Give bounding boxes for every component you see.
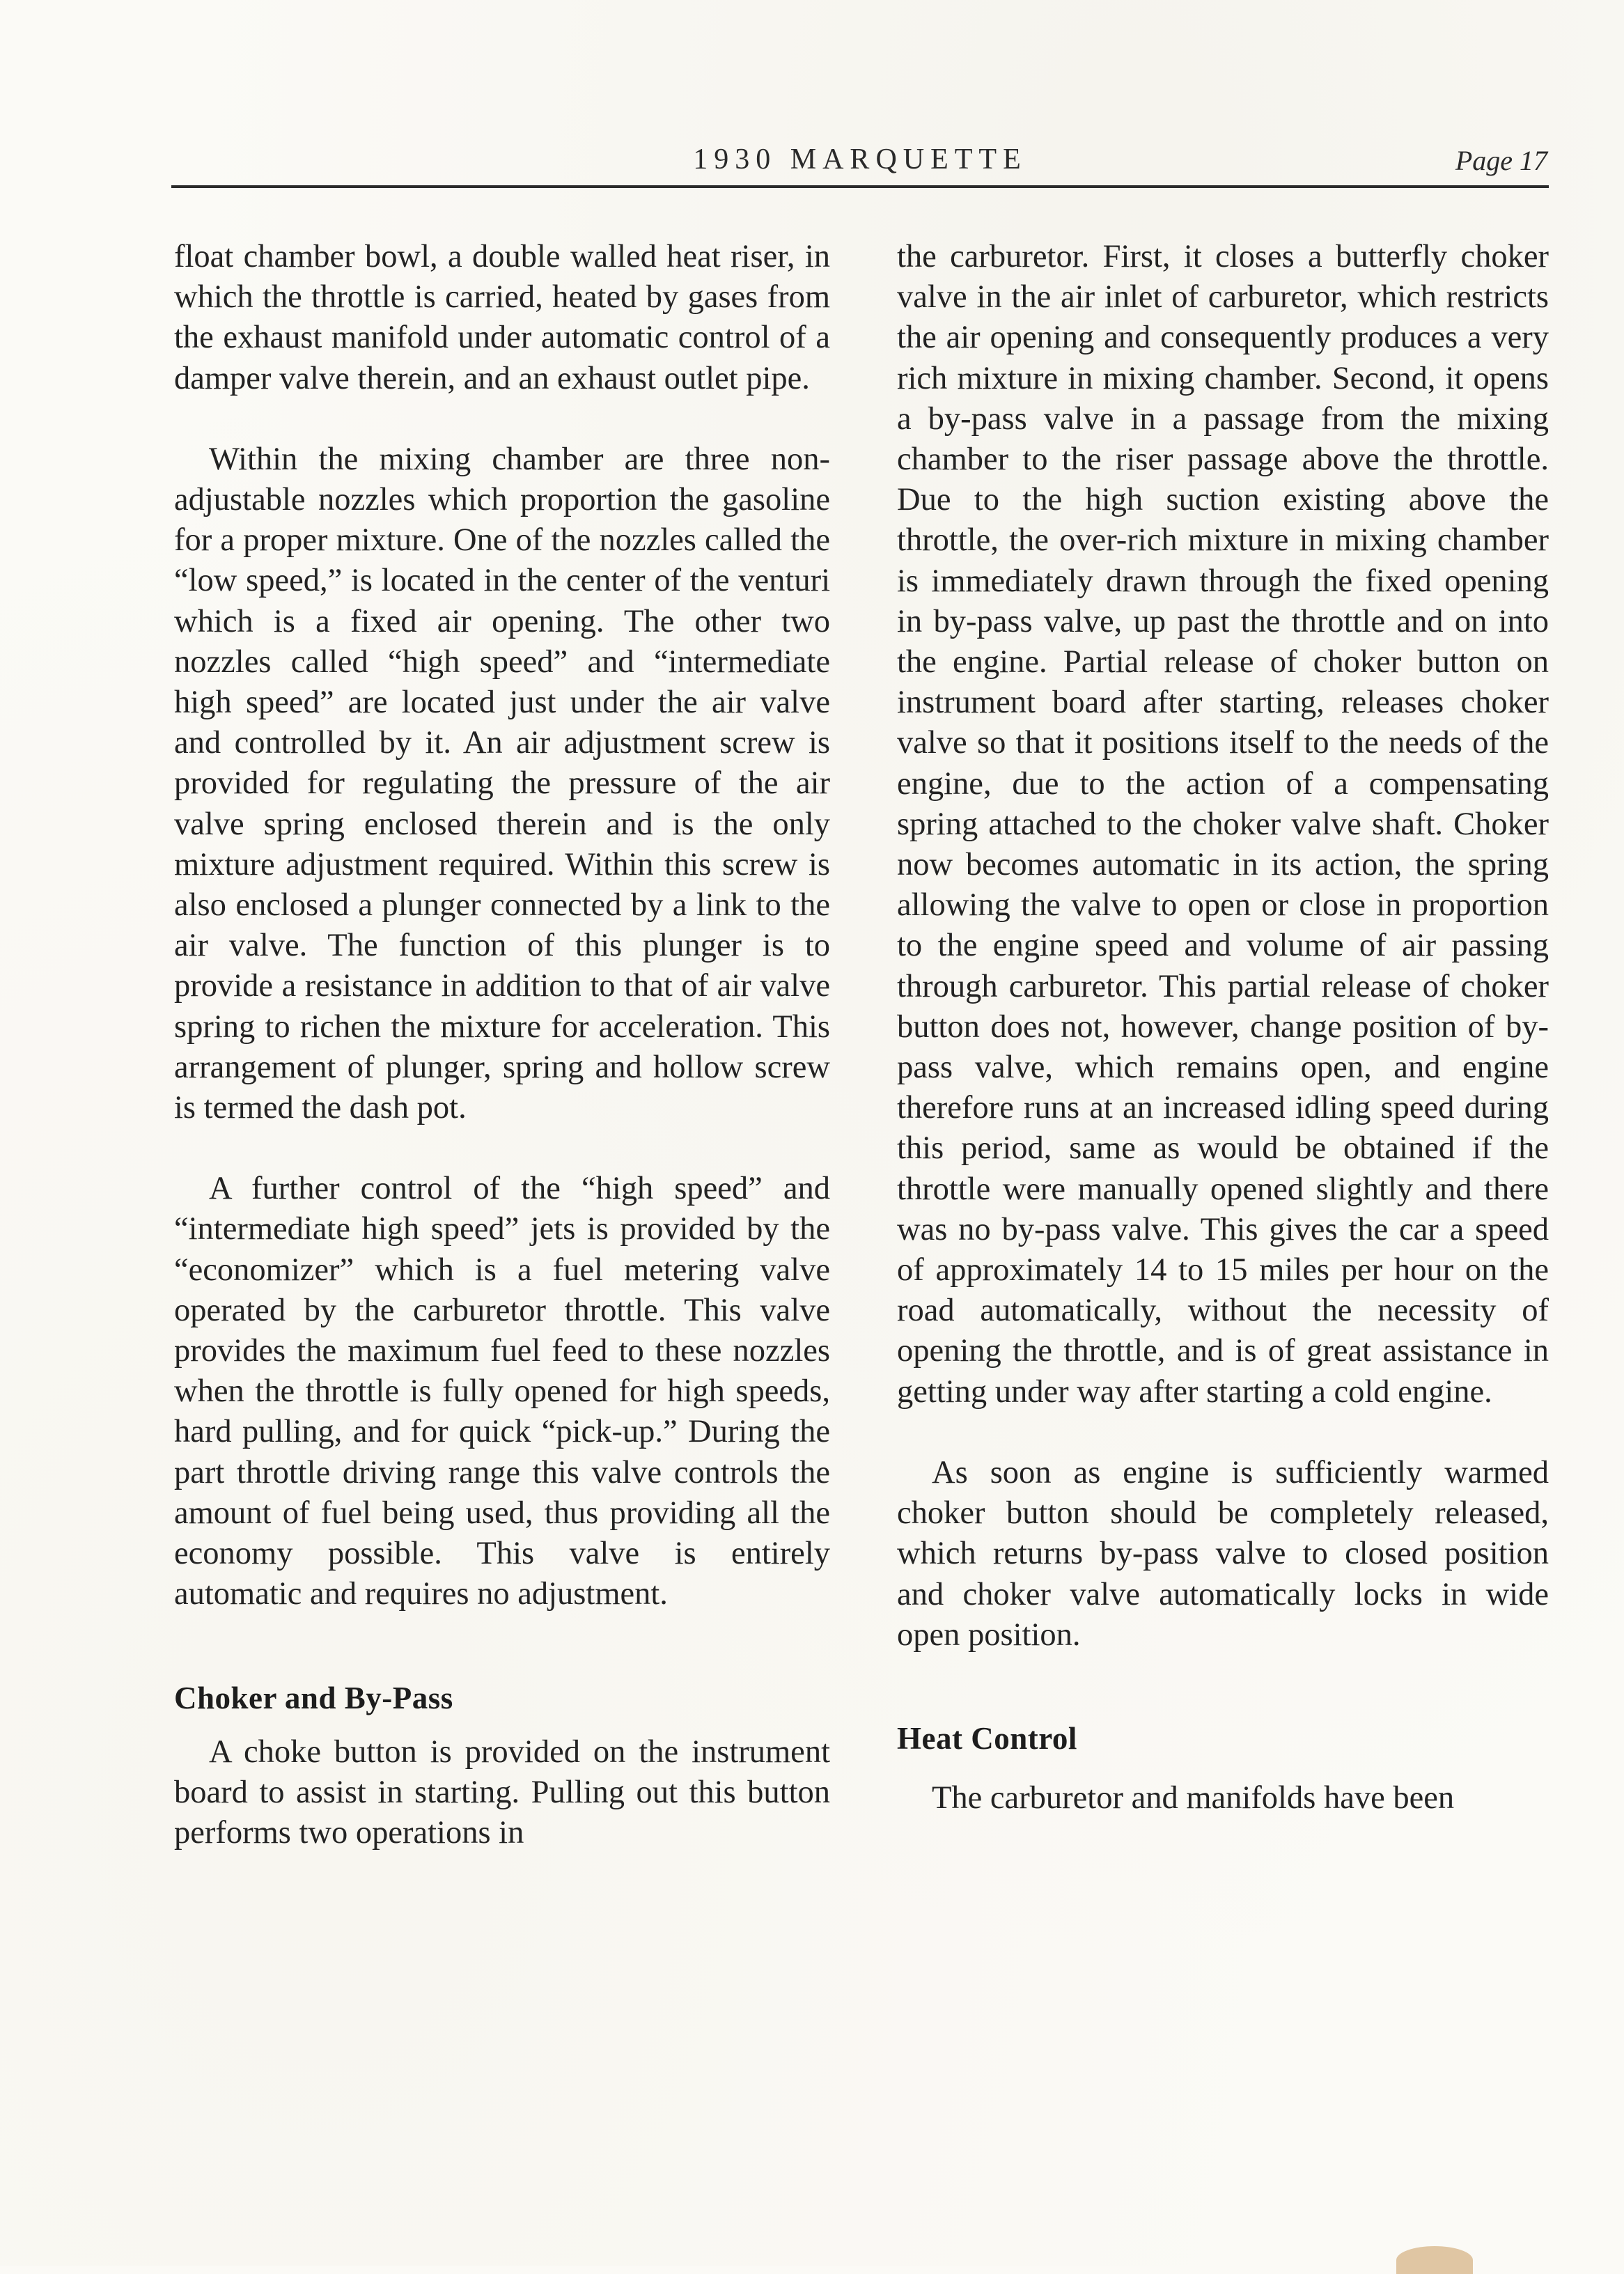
paragraph: A further control of the “high speed” and “intermediate high speed” jets is provided by the “economizer” which is a fuel metering valve operated by the carburetor throttle. This valve provides the maximum fuel feed to these nozzles when the throttle is fully opened for high speeds, hard pulling, and for quick “pick-up.” During the part throttle driving range this valve controls the amount of fuel being used, thus providing all the economy possible. This valve is entirely automatic and requires no adjustment. [174, 1171, 830, 1612]
paragraph: the carburetor. First, it closes a butterfly choker valve in the air inlet of carburetor, which restricts the air opening and consequently produces a very rich mixture in mixing chamber. Second, it opens a by-pass valve in a passage from the mixing chamber to the riser passage above the throttle. Due to the high suction existing above the throttle, the over-rich mixture in mixing chamber is immediately drawn through the fixed opening in by-pass valve, up past the throttle and on into the engine. Partial release of choker button on instrument board after starting, releases choker valve so that it positions itself to the needs of the engine, due to the action of a compensating spring attached to the choker valve shaft. Choker now becomes automatic in its action, the spring allowing the valve to open or close in proportion to the engine speed and volume of air passing through carburetor. This partial release of choker button does not, however, change position of by-pass valve, which remains open, and engine therefore runs at an increased idling speed during this period, same as would be obtained if the throttle were manually opened slightly and there was no by-pass valve. This gives the car a speed of approximately 14 to 15 miles per hour on the road automatically, without the necessity of opening the throttle, and is of great assistance in getting under way after starting a cold engine. [897, 239, 1549, 1410]
section-gap [174, 1615, 830, 1678]
paragraph-gap [174, 1128, 830, 1169]
heading-gap [174, 1718, 830, 1732]
header-rule [171, 185, 1549, 188]
page-number: Page 17 [1455, 145, 1547, 176]
paragraph: As soon as engine is sufficiently warmed choker button should be completely released, which returns by-pass valve to closed position and choker valve automatically locks in wide open position. [897, 1454, 1549, 1653]
paper-stain [1396, 2246, 1473, 2274]
paragraph-gap [897, 1412, 1549, 1453]
left-column [174, 237, 830, 1853]
section-heading-heat-control: Heat Control [897, 1720, 1077, 1756]
paragraph: float chamber bowl, a double walled heat riser, in which the throttle is carried, heated by gases from the exhaust manifold under automatic control of a damper valve therein, and an exhaust outlet pipe. [174, 239, 830, 396]
section-gap [897, 1656, 1549, 1718]
publication-title: 1930 MARQUETTE [693, 143, 1027, 176]
paragraph-gap [174, 399, 830, 439]
paragraph: Within the mixing chamber are three non-adjustable nozzles which proportion the gasoline for a proper mixture. One of the nozzles called the “low speed,” is located in the center of the venturi which is a fixed air opening. The other two nozzles called “high speed” and “intermediate high speed” are located just under the air valve and controlled by it. An air adjustment screw is provided for regulating the pressure of the air valve spring enclosed therein and is the only mixture adjustment required. Within this screw is also enclosed a plunger connected by a link to the air valve. The function of this plunger is to provide a resistance in addition to that of air valve spring to richen the mixture for acceleration. This arrangement of plunger, spring and hollow screw is termed the dash pot. [174, 441, 830, 1126]
heading-gap [897, 1759, 1549, 1778]
right-column [897, 237, 1549, 1819]
running-header [173, 143, 1547, 185]
section-heading-choker-bypass: Choker and By-Pass [174, 1680, 453, 1715]
paragraph: The carburetor and manifolds have been [932, 1780, 1455, 1816]
paragraph: A choke button is provided on the instrument board to assist in starting. Pulling out this button performs two operations in [174, 1734, 830, 1851]
